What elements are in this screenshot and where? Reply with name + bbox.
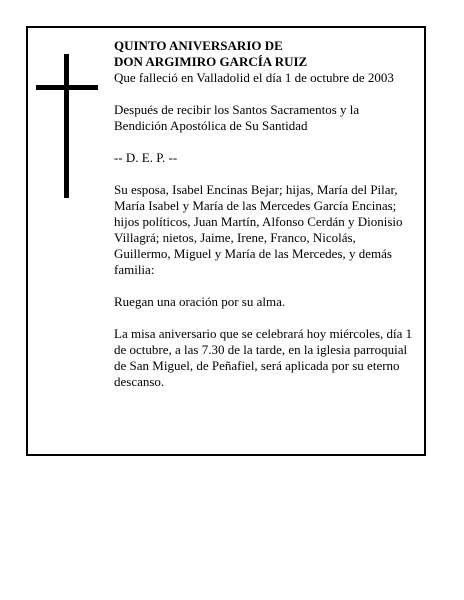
sacraments-paragraph: Después de recibir los Santos Sacramentos y la Bendición Apostólica de Su Santidad [114,102,360,133]
mass-announcement: La misa aniversario que se celebrará hoy miércoles, día 1 de octubre, a las 7.30 de la tarde, en la iglesia parroquial de San Miguel, de Peñafiel, será aplicada por su eterno descanso. [114,326,413,389]
cross-horizontal-bar [36,85,98,90]
notice-title-line-2: DON ARGIMIRO GARCÍA RUIZ [114,54,308,69]
obituary-text [114,38,414,406]
rip-line: -- D. E. P. -- [114,150,178,165]
cross-icon [36,54,98,198]
notice-title-line-1: QUINTO ANIVERSARIO DE [114,38,283,53]
death-date-line: Que falleció en Valladolid el día 1 de octubre de 2003 [114,70,394,85]
cross-vertical-bar [64,54,69,198]
family-paragraph: Su esposa, Isabel Encinas Bejar; hijas, María del Pilar, María Isabel y María de las Mercedes García Encinas; hijos políticos, Juan Martín, Alfonso Cerdán y Dionisio Villagrá; nietos, Jaime, Irene, Franco, Nicolás, Guillermo, Miguel y María de las Mercedes, y demás familia: [114,182,403,277]
prayer-request: Ruegan una oración por su alma. [114,294,286,309]
